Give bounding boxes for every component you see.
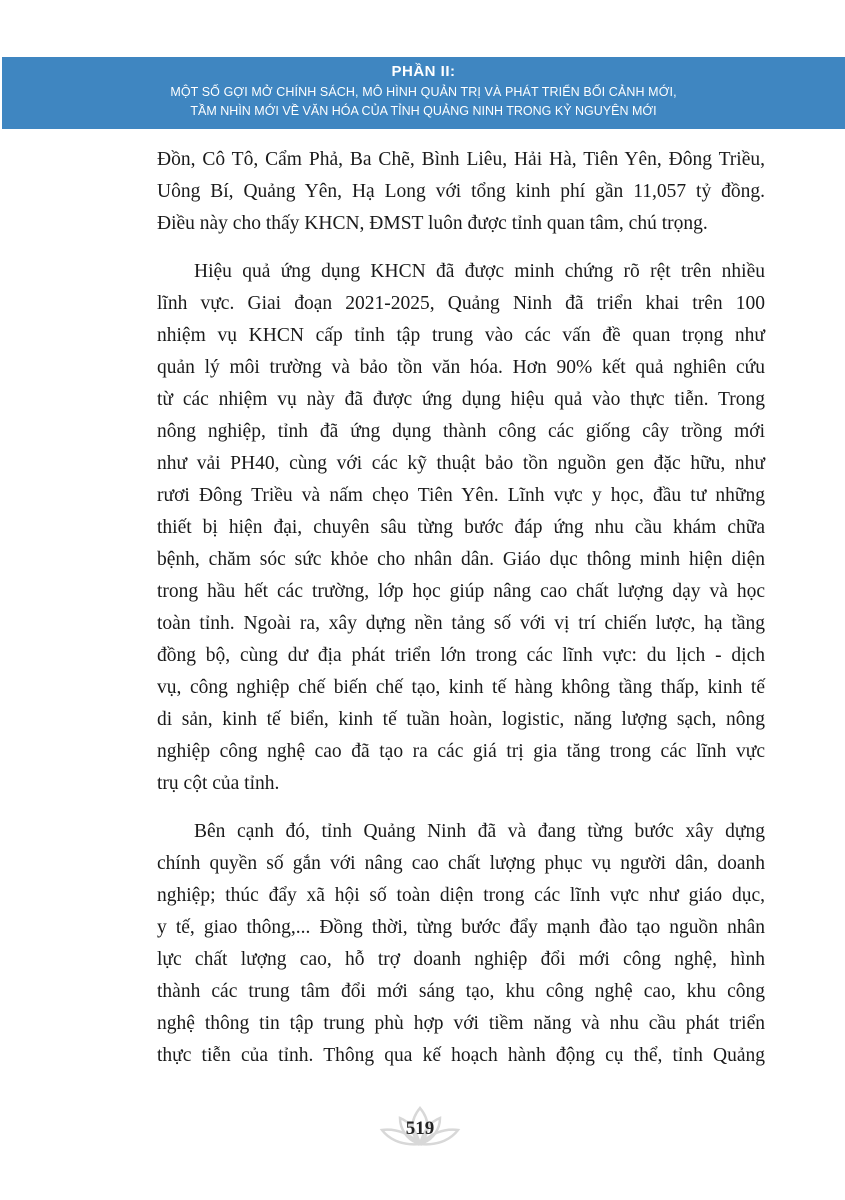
text-line: đồng bộ, cùng dư địa phát triển lớn trong các lĩnh vực: du lịch - dịch [157,645,765,666]
text-line: nhiệm vụ KHCN cấp tỉnh tập trung vào các vấn đề quan trọng như [157,325,765,346]
text-line: nghiệp; thúc đẩy xã hội số toàn diện trong các lĩnh vực như giáo dục, [157,885,765,906]
text-line: Uông Bí, Quảng Yên, Hạ Long với tổng kinh phí gần 11,057 tỷ đồng. [157,181,765,202]
text-line: thiết bị hiện đại, chuyên sâu từng bước đáp ứng nhu cầu khám chữa [157,517,765,538]
text-line: y tế, giao thông,... Đồng thời, từng bước đẩy mạnh đào tạo nguồn nhân [157,917,765,938]
part-subtitle-line-2: TẦM NHÌN MỚI VỀ VĂN HÓA CỦA TỈNH QUẢNG NINH TRONG KỶ NGUYÊN MỚI [190,104,657,118]
paragraph [157,144,765,240]
text-line: Hiệu quả ứng dụng KHCN đã được minh chứng rõ rệt trên nhiều [194,261,765,282]
text-line: toàn tỉnh. Ngoài ra, xây dựng nền tảng số với vị trí chiến lược, hạ tầng [157,613,765,634]
page-number: 519 [405,1118,435,1139]
text-line: như vải PH40, cùng với các kỹ thuật bảo tồn nguồn gen đặc hữu, như [157,453,765,474]
paragraph [157,816,765,1072]
part-subtitle-line-1: MỘT SỐ GỢI MỞ CHÍNH SÁCH, MÔ HÌNH QUẢN TRỊ VÀ PHÁT TRIỂN BỐI CẢNH MỚI, [170,85,677,99]
text-line: lĩnh vực. Giai đoạn 2021-2025, Quảng Ninh đã triển khai trên 100 [157,293,765,314]
text-line: lực chất lượng cao, hỗ trợ doanh nghiệp đổi mới công nghệ, hình [157,949,765,970]
text-line: chính quyền số gắn với nâng cao chất lượng phục vụ người dân, doanh [157,853,765,874]
text-line: bệnh, chăm sóc sức khỏe cho nhân dân. Giáo dục thông minh hiện diện [157,549,765,570]
part-title: PHẦN II: [391,63,456,80]
text-line: di sản, kinh tế biển, kinh tế tuần hoàn, logistic, năng lượng sạch, nông [157,709,765,730]
text-line: trong hầu hết các trường, lớp học giúp nâng cao chất lượng dạy và học [157,581,765,602]
text-line: nông nghiệp, tỉnh đã ứng dụng thành công các giống cây trồng mới [157,421,765,442]
text-line: Điều này cho thấy KHCN, ĐMST luôn được tỉnh quan tâm, chú trọng. [157,213,708,234]
text-line: quản lý môi trường và bảo tồn văn hóa. Hơn 90% kết quả nghiên cứu [157,357,765,378]
paragraph [157,256,765,800]
text-line: Đồn, Cô Tô, Cẩm Phả, Ba Chẽ, Bình Liêu, Hải Hà, Tiên Yên, Đông Triều, [157,149,765,170]
text-line: nghiệp công nghệ cao đã tạo ra các giá trị gia tăng trong các lĩnh vực [157,741,765,762]
body-text [157,144,765,1088]
text-line: từ các nhiệm vụ này đã được ứng dụng hiệu quả vào thực tiễn. Trong [157,389,765,410]
text-line: rươi Đông Triều và nấm chẹo Tiên Yên. Lĩnh vực y học, đầu tư những [157,485,765,506]
text-line: thành các trung tâm đổi mới sáng tạo, khu công nghệ cao, khu công [157,981,765,1002]
text-line: thực tiễn của tỉnh. Thông qua kế hoạch hành động cụ thể, tỉnh Quảng [157,1045,765,1066]
section-header-band [2,57,845,129]
text-line: trụ cột của tỉnh. [157,773,280,794]
text-line: nghệ thông tin tập trung phù hợp với tiềm năng và nhu cầu phát triển [157,1013,765,1034]
page-footer [370,1100,470,1160]
text-line: vụ, công nghiệp chế biến chế tạo, kinh tế hàng không tầng thấp, kinh tế [157,677,765,698]
text-line: Bên cạnh đó, tỉnh Quảng Ninh đã và đang từng bước xây dựng [194,821,765,842]
